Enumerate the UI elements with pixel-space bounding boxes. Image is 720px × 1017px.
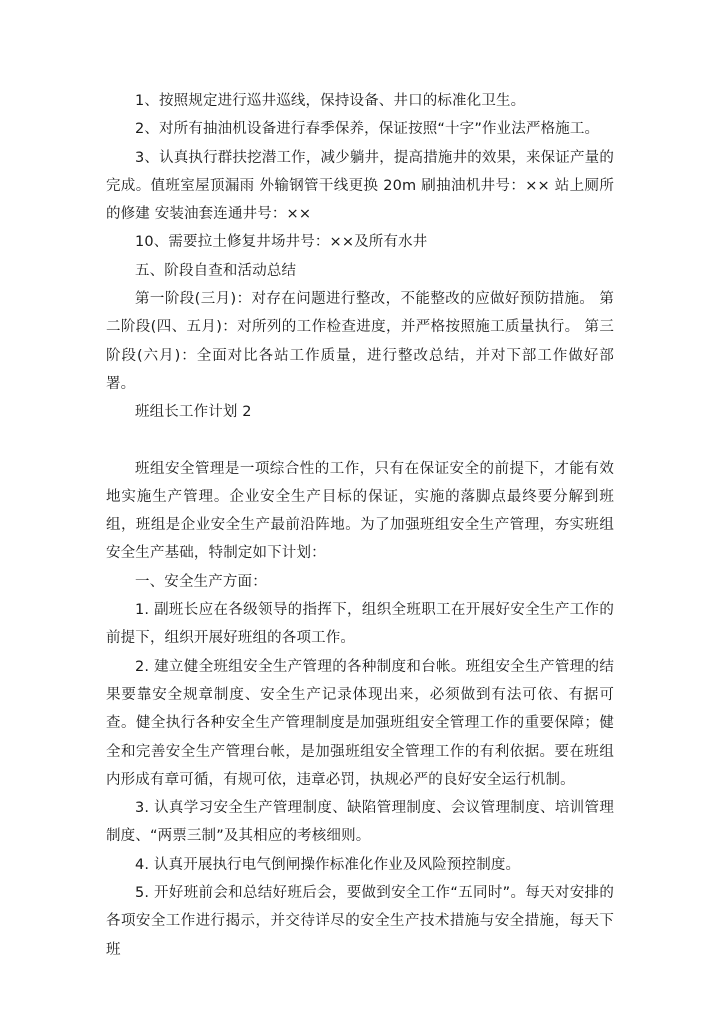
paragraph-stages: 第一阶段(三月)：对存在问题进行整改，不能整改的应做好预防措施。 第二阶段(四、五月)：对所列的工作检查进度，并严格按照施工质量执行。 第三阶段(六月)：全面对比各站工作质量，进行整改总结，并对下部工作做好部署。 (106, 291, 614, 392)
paragraph-point-5: 5. 开好班前会和总结好班后会，要做到安全工作“五同时”。每天对安排的各项安全工作进行揭示，并交待详尽的安全生产技术措施与安全措施，每天下班 (106, 885, 614, 958)
paragraph-point-3: 3. 认真学习安全生产管理制度、缺陷管理制度、会议管理制度、培训管理制度、“两票三制”及其相应的考核细则。 (106, 800, 614, 845)
paragraph-item-1: 1、按照规定进行巡井巡线，保持设备、井口的标准化卫生。 (135, 93, 526, 109)
paragraph-item-10: 10、需要拉土修复井场井号：××及所有水井 (135, 234, 428, 251)
paragraph-intro: 班组安全管理是一项综合性的工作，只有在保证安全的前提下，才能有效地实施生产管理。企业安全生产目标的保证，实施的落脚点最终要分解到班组，班组是企业安全生产最前沿阵地。为了加强班组安全生产管理，夯实班组安全生产基础，特制定如下计划： (106, 460, 614, 562)
paragraph-point-1: 1. 副班长应在各级领导的指挥下，组织全班职工在开展好安全生产工作的前提下，组织开展好班组的各项工作。 (106, 602, 614, 647)
document-subtitle: 班组长工作计划 2 (135, 404, 252, 421)
paragraph-point-4: 4. 认真开展执行电气倒闸操作标准化作业及风险预控制度。 (135, 856, 521, 873)
paragraph-item-3: 3、认真执行群扶挖潜工作，减少躺井，提高措施井的效果，来保证产量的完成。值班室屋顶漏雨 外输钢管干线更换 20m 刷抽油机井号：×× 站上厕所的修建 安装油套连通井号：×× (106, 149, 614, 223)
blank-line (106, 427, 614, 455)
section-heading-safety: 一、安全生产方面： (135, 573, 267, 590)
document-body (106, 87, 614, 964)
paragraph-item-2: 2、对所有抽油机设备进行春季保养，保证按照“十字”作业法严格施工。 (135, 121, 600, 138)
paragraph-point-2: 2. 建立健全班组安全生产管理的各种制度和台帐。班组安全生产管理的结果要靠安全规章制度、安全生产记录体现出来，必须做到有法可依、有据可查。健全执行各种安全生产管理制度是加强班组安全管理工作的重要保障；健全和完善安全生产管理台帐，是加强班组安全管理工作的有利依据。要在班组内形成有章可循，有规可依，违章必罚，执规必严的良好安全运行机制。 (106, 658, 614, 788)
section-heading-five: 五、阶段自查和活动总结 (135, 262, 297, 279)
